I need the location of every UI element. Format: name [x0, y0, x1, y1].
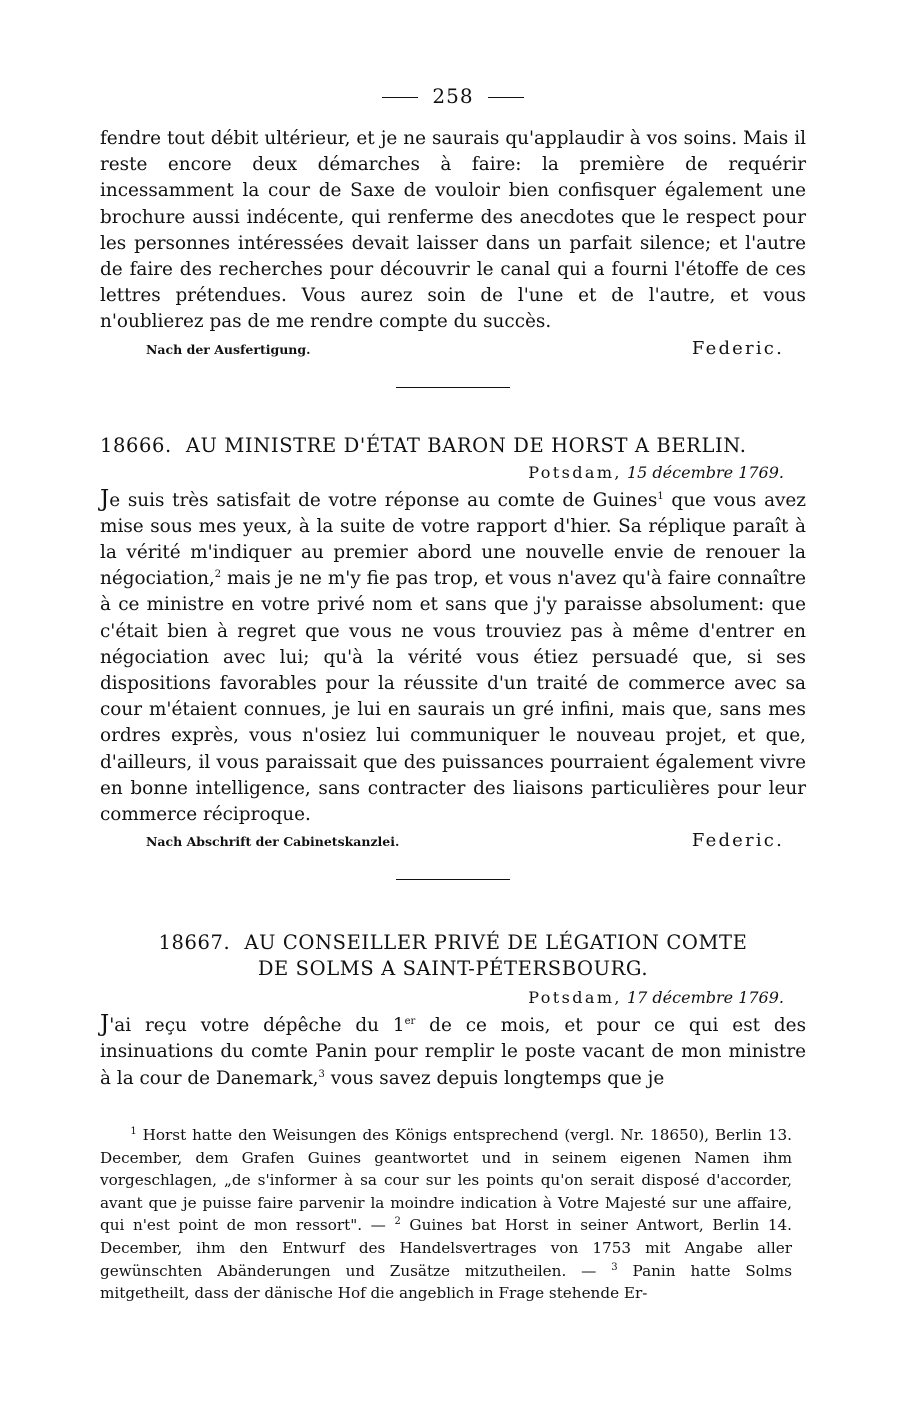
- date: 17 décembre 1769.: [626, 988, 784, 1008]
- page-body: [100, 84, 806, 1092]
- doc-heading-18667: [100, 930, 806, 982]
- body-segment: de ce mois, et pour ce qui est des insinuations du comte Panin pour remplir le poste vacant de mon ministre à la cour de Danemark,: [100, 1015, 807, 1089]
- body-segment: mais je ne m'y fie pas trop, et vous n'avez qu'à faire connaître à ce ministre en votre privé nom et sans que j'y paraisse absolument: que c'était bien à regret que vous ne vous trouviez pas à même d'entrer en négociation avec lui; qu'à la vérité vous étiez persuadé que, si ses dispositions favorables pour la réussite d'un traité de commerce avec sa cour m'étaient connues, je lui en saurais un gré infini, mais que, sans mes ordres exprès, vous n'osiez lui communiquer le nouveau projet, et que, d'ailleurs, il vous paraissait que des puissances pourraient également vivre en bonne intelligence, sans contracter des liaisons particulières pour leur commerce réciproque.: [100, 568, 806, 826]
- body-segment: vous savez depuis longtemps que je: [324, 1067, 665, 1089]
- section-divider: [396, 387, 510, 388]
- doc-18667-text: [100, 1011, 806, 1092]
- page-number-dash-left: [382, 97, 418, 98]
- doc-heading-18666: [100, 434, 806, 457]
- place: Potsdam,: [528, 462, 622, 482]
- page-number-text: 258: [432, 84, 474, 108]
- footnote-ref: 2: [214, 569, 222, 581]
- footnote-ref: 3: [318, 1068, 325, 1080]
- doc-18666-signature-row: [100, 830, 806, 851]
- signature: Federic.: [691, 830, 784, 852]
- section-divider: [396, 879, 510, 880]
- place-date: [100, 988, 784, 1007]
- place: Potsdam,: [528, 988, 622, 1008]
- letter-top-text: fendre tout débit ultérieur, et je ne saurais qu'applaudir à vos soins. Mais il reste encore deux démarches à faire: la première de requérir incessamment la cour de Saxe de vouloir bien confisquer également une brochure aussi indécente, qui renferme des anecdotes que le respect pour les personnes intéressées devait laisser dans un parfait silence; et l'autre de faire des recherches pour découvrir le canal qui a fourni l'étoffe de ces lettres prétendues. Vous aurez soin de l'une et de l'autre, et vous n'oublierez pas de me rendre compte du succès.: [100, 128, 806, 333]
- footnote-mark: 3: [611, 1261, 618, 1273]
- footnote-block: [100, 1124, 792, 1305]
- footnote-text: Guines bat Horst in seiner Antwort, Berlin 14. December, ihm den Entwurf des Handelsvertrages von 1753 mit Angabe aller gewünschten Abänderungen und Zusätze mitzutheilen. —: [100, 1216, 793, 1280]
- doc-title-line-1: [100, 930, 806, 956]
- footnote-text: Horst hatte den Weisungen des Königs entsprechend (vergl. Nr. 18650), Berlin 13. December, dem Grafen Guines geantwortet und in seinem eigenen Namen ihm vorgeschlagen, „de s'informer à sa cour sur les points qu'on serait disposé d'accorder, avant que je puisse faire parvenir la moindre indication à Votre Majesté sur une affaire, qui n'est point de mon ressort". —: [100, 1126, 792, 1235]
- signature: Federic.: [691, 337, 784, 359]
- doc-title: AU MINISTRE D'ÉTAT BARON DE HORST A BERLIN.: [185, 433, 747, 457]
- initial-letter: J: [100, 485, 110, 512]
- source-note: Nach der Ausfertigung.: [146, 341, 311, 357]
- letter-top-signature-row: [100, 338, 806, 359]
- footnotes: [100, 1124, 792, 1305]
- body-segment: e suis très satisfait de votre réponse au comte de Guines: [109, 489, 658, 511]
- initial-letter: J: [100, 1011, 110, 1038]
- superscript: er: [404, 1016, 416, 1028]
- doc-number: 18667.: [158, 931, 231, 955]
- footnote-ref: 1: [657, 490, 664, 502]
- doc-number: 18666.: [100, 433, 172, 457]
- page-number: [100, 84, 806, 108]
- doc-18666-text: [100, 486, 806, 829]
- source-note: Nach Abschrift der Cabinetskanzlei.: [146, 834, 400, 850]
- doc-title: AU CONSEILLER PRIVÉ DE LÉGATION COMTE: [244, 931, 748, 955]
- date: 15 décembre 1769.: [626, 462, 784, 482]
- place-date: [100, 463, 784, 482]
- body-segment: que vous avez mise sous mes yeux, à la suite de votre rapport d'hier. Sa réplique paraît à la vérité m'indiquer au premier abord une nouvelle envie de renouer la négociation,: [100, 489, 806, 590]
- page-number-dash-right: [488, 97, 524, 98]
- body-segment: 'ai reçu votre dépêche du 1: [109, 1015, 405, 1037]
- footnote-mark: 1: [130, 1125, 137, 1137]
- footnote-text: Panin hatte Solms mitgetheilt, dass der dänische Hof die angeblich in Frage stehende Er-: [100, 1261, 793, 1303]
- doc-title-line-2: DE SOLMS A SAINT-PÉTERSBOURG.: [257, 957, 649, 981]
- footnote-mark: 2: [394, 1216, 401, 1228]
